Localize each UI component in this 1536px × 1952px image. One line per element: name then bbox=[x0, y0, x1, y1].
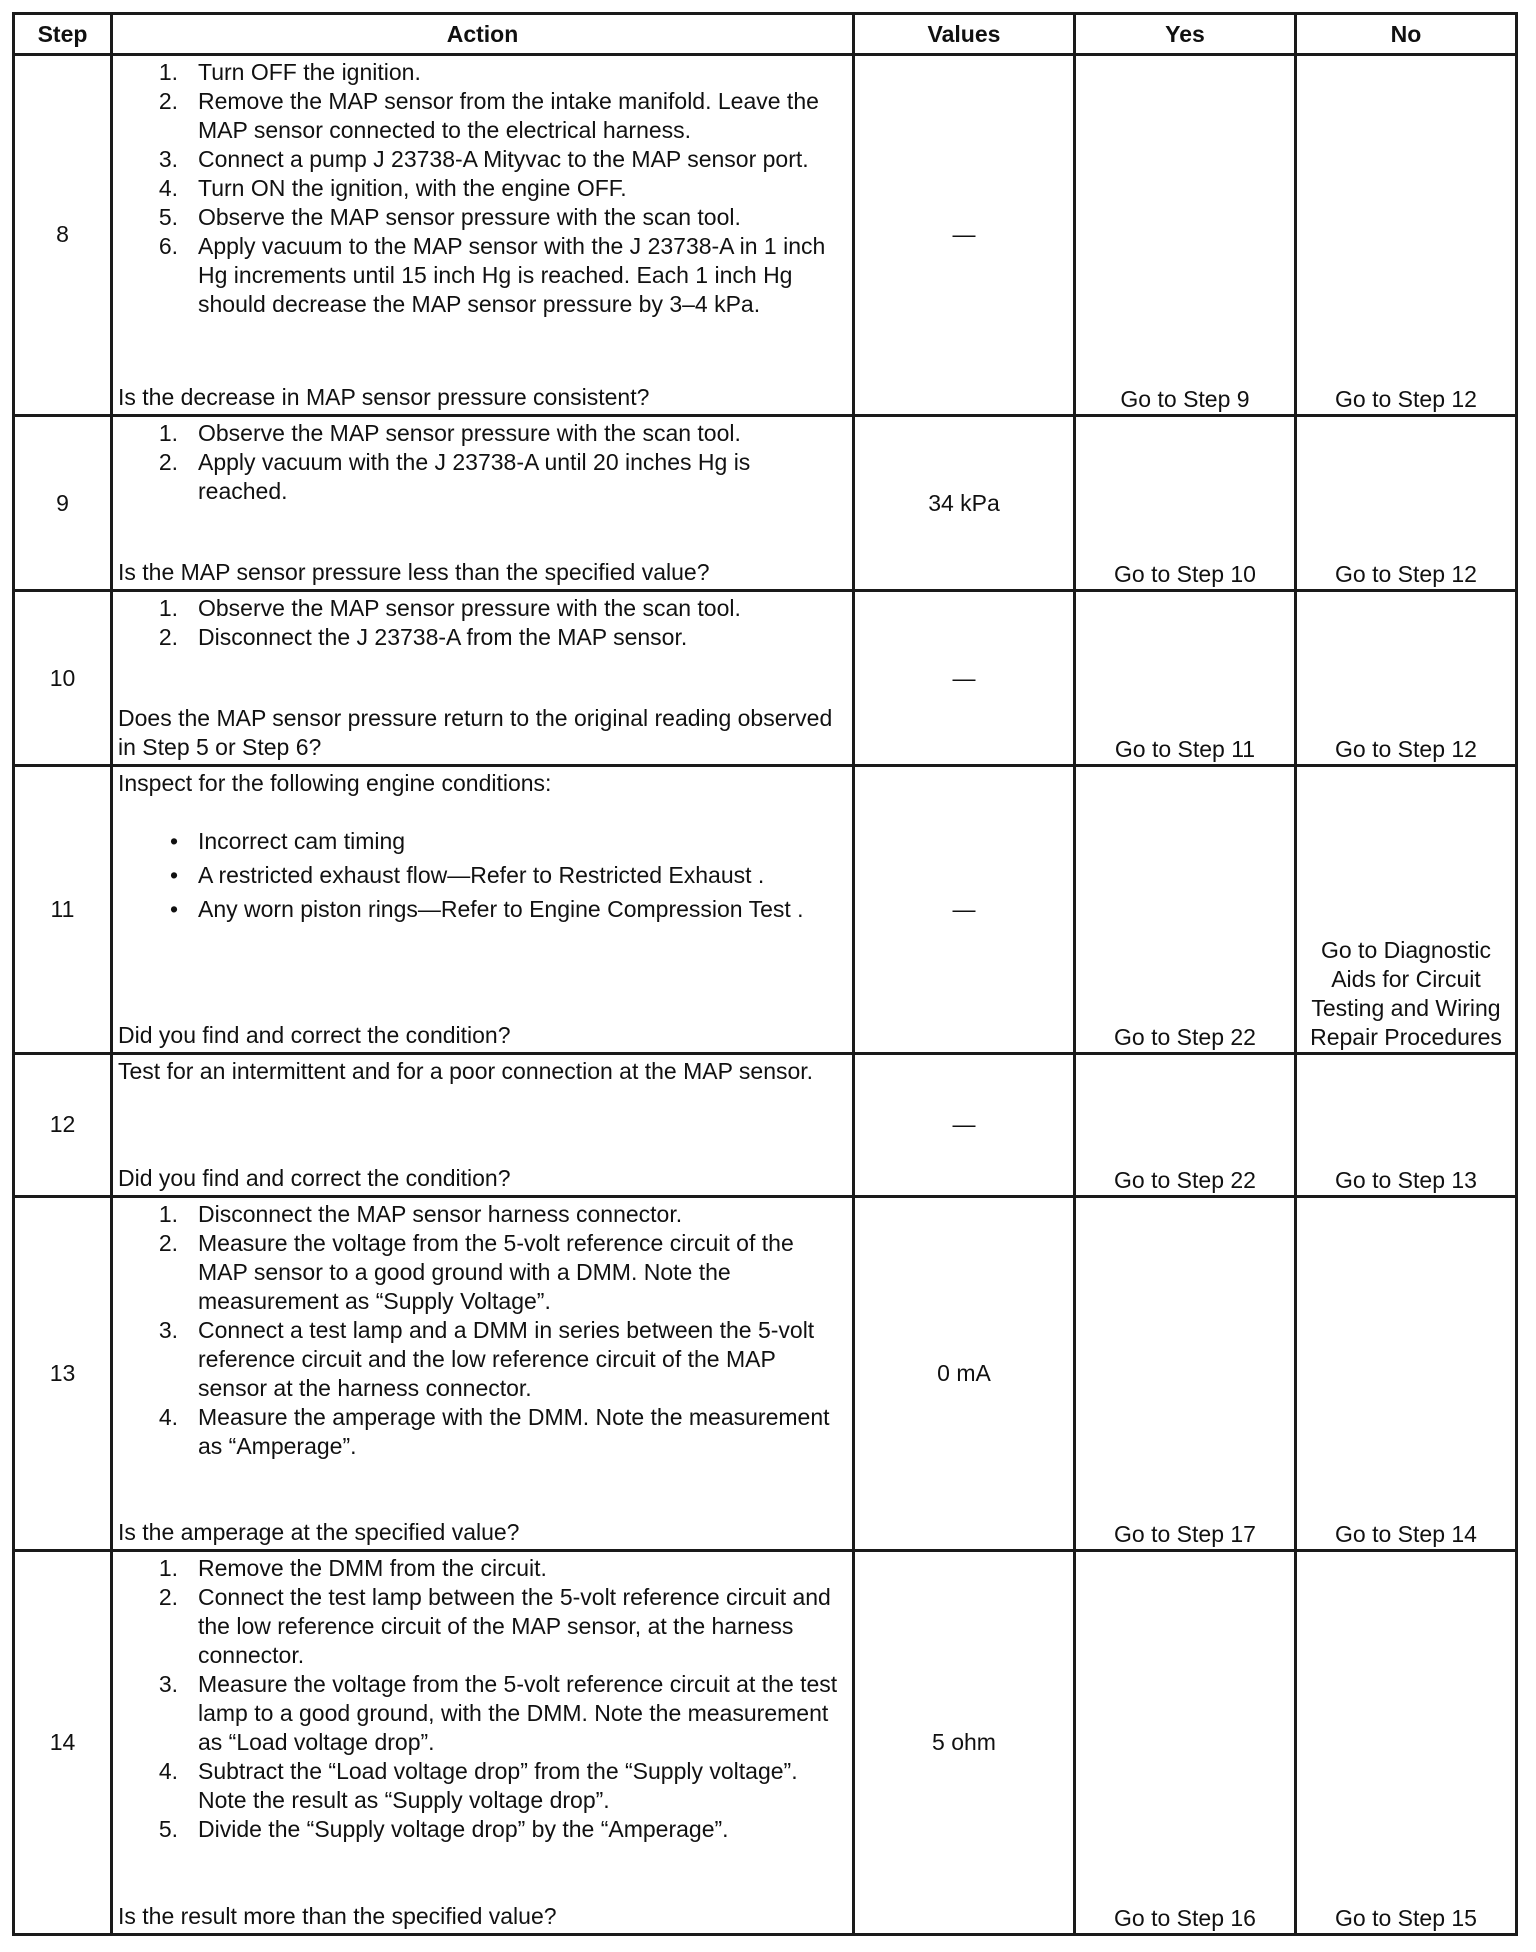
table-row bbox=[14, 591, 1517, 765]
item-number: 2. bbox=[158, 624, 178, 651]
item-number: 4. bbox=[158, 175, 178, 201]
action-question: Did you find and correct the condition? bbox=[118, 1021, 511, 1048]
table-row bbox=[14, 55, 1517, 416]
list-item bbox=[118, 1316, 844, 1403]
item-text: Disconnect the MAP sensor harness connector. bbox=[198, 1200, 683, 1227]
action-content bbox=[118, 769, 844, 1050]
list-item bbox=[118, 87, 844, 145]
item-number: 2. bbox=[158, 448, 178, 475]
value-cell: 0 mA bbox=[854, 1196, 1075, 1550]
header-action: Action bbox=[112, 14, 854, 55]
item-text: Apply vacuum to the MAP sensor with the J 23738-A in 1 inch Hg increments until 15 inch Hg is reached. Each 1 inch Hg should decrease the MAP sensor pressure by 3–4 kPa. bbox=[198, 233, 826, 317]
item-number: 5. bbox=[158, 1815, 178, 1842]
table-row bbox=[14, 415, 1517, 590]
action-content bbox=[118, 1057, 844, 1193]
action-steps-list bbox=[118, 58, 844, 319]
action-question: Is the decrease in MAP sensor pressure consistent? bbox=[118, 383, 650, 410]
item-text: Turn OFF the ignition. bbox=[198, 59, 421, 85]
list-item bbox=[118, 448, 844, 506]
header-no: No bbox=[1296, 14, 1517, 55]
item-text: Subtract the “Load voltage drop” from the “Supply voltage”. Note the result as “Supply voltage drop”. bbox=[198, 1757, 798, 1813]
list-item bbox=[118, 232, 844, 319]
item-text: Remove the DMM from the circuit. bbox=[198, 1554, 547, 1581]
no-cell: Go to Step 13 bbox=[1296, 1053, 1517, 1196]
no-cell: Go to Step 12 bbox=[1296, 55, 1517, 416]
list-item bbox=[118, 1554, 844, 1583]
list-item bbox=[118, 58, 844, 87]
action-steps-list bbox=[118, 594, 844, 652]
item-text: A restricted exhaust flow—Refer to Restricted Exhaust . bbox=[198, 861, 765, 888]
yes-cell: Go to Step 10 bbox=[1075, 415, 1296, 590]
step-number: 13 bbox=[14, 1196, 112, 1550]
header-values: Values bbox=[854, 14, 1075, 55]
action-content bbox=[118, 419, 844, 587]
no-cell: Go to Diagnostic Aids for Circuit Testing and Wiring Repair Procedures bbox=[1296, 765, 1517, 1053]
step-number: 12 bbox=[14, 1053, 112, 1196]
item-text: Measure the amperage with the DMM. Note the measurement as “Amperage”. bbox=[198, 1403, 830, 1459]
action-cell bbox=[112, 765, 854, 1053]
action-steps-list bbox=[118, 1200, 844, 1461]
list-item bbox=[118, 1403, 844, 1461]
item-text: Any worn piston rings—Refer to Engine Compression Test . bbox=[198, 895, 804, 922]
action-content bbox=[118, 58, 844, 412]
item-text: Incorrect cam timing bbox=[198, 827, 406, 854]
item-number: 3. bbox=[158, 146, 178, 172]
header-row bbox=[14, 14, 1517, 55]
list-item bbox=[118, 895, 844, 924]
item-number: 1. bbox=[158, 1554, 178, 1581]
table-row bbox=[14, 1550, 1517, 1934]
step-number: 10 bbox=[14, 591, 112, 765]
list-item bbox=[118, 1583, 844, 1670]
item-number: 6. bbox=[158, 233, 178, 259]
list-item bbox=[118, 203, 844, 232]
action-question: Is the result more than the specified value? bbox=[118, 1903, 557, 1929]
action-content bbox=[118, 1200, 844, 1547]
item-text: Observe the MAP sensor pressure with the scan tool. bbox=[198, 419, 741, 446]
action-content bbox=[118, 1554, 844, 1931]
diagnostic-table bbox=[12, 12, 1518, 1936]
table-row bbox=[14, 1196, 1517, 1550]
item-text: Disconnect the J 23738-A from the MAP sensor. bbox=[198, 624, 688, 651]
list-item bbox=[118, 861, 844, 890]
value-cell: — bbox=[854, 1053, 1075, 1196]
action-question: Does the MAP sensor pressure return to the original reading observed in Step 5 or Step 6? bbox=[118, 704, 833, 760]
yes-cell: Go to Step 17 bbox=[1075, 1196, 1296, 1550]
item-number: 2. bbox=[158, 88, 178, 114]
value-cell: — bbox=[854, 55, 1075, 416]
yes-cell: Go to Step 22 bbox=[1075, 1053, 1296, 1196]
step-number: 14 bbox=[14, 1550, 112, 1934]
header-yes: Yes bbox=[1075, 14, 1296, 55]
value-cell: 5 ohm bbox=[854, 1550, 1075, 1934]
action-question: Did you find and correct the condition? bbox=[118, 1164, 511, 1191]
list-item bbox=[118, 1815, 844, 1844]
item-number: 1. bbox=[158, 595, 178, 622]
no-cell: Go to Step 15 bbox=[1296, 1550, 1517, 1934]
header-step: Step bbox=[14, 14, 112, 55]
list-item bbox=[118, 419, 844, 448]
item-number: 4. bbox=[158, 1403, 178, 1430]
action-cell bbox=[112, 1053, 854, 1196]
item-number: 4. bbox=[158, 1757, 178, 1784]
item-text: Apply vacuum with the J 23738-A until 20 inches Hg is reached. bbox=[198, 448, 751, 504]
item-number: 5. bbox=[158, 204, 178, 230]
action-cell bbox=[112, 415, 854, 590]
step-number: 11 bbox=[14, 765, 112, 1053]
action-question: Is the MAP sensor pressure less than the specified value? bbox=[118, 559, 710, 586]
item-number: 1. bbox=[158, 1200, 178, 1227]
list-item bbox=[118, 1757, 844, 1815]
step-number: 9 bbox=[14, 415, 112, 590]
list-item bbox=[118, 1200, 844, 1229]
action-steps-list bbox=[118, 419, 844, 506]
item-text: Remove the MAP sensor from the intake manifold. Leave the MAP sensor connected to the electrical harness. bbox=[198, 88, 819, 143]
item-number: 3. bbox=[158, 1670, 178, 1697]
no-cell: Go to Step 14 bbox=[1296, 1196, 1517, 1550]
item-number: 2. bbox=[158, 1583, 178, 1610]
condition-bullet-list bbox=[118, 827, 844, 924]
list-item bbox=[118, 174, 844, 203]
list-item bbox=[118, 1670, 844, 1757]
list-item bbox=[118, 594, 844, 623]
value-cell: 34 kPa bbox=[854, 415, 1075, 590]
item-text: Observe the MAP sensor pressure with the scan tool. bbox=[198, 204, 741, 230]
no-cell: Go to Step 12 bbox=[1296, 591, 1517, 765]
action-cell bbox=[112, 1196, 854, 1550]
item-number: 1. bbox=[158, 419, 178, 446]
list-item bbox=[118, 623, 844, 652]
item-text: Measure the voltage from the 5-volt reference circuit at the test lamp to a good ground, with the DMM. Note the measurement as “Load voltage drop”. bbox=[198, 1670, 838, 1755]
item-text: Turn ON the ignition, with the engine OFF. bbox=[198, 175, 627, 201]
bullet-icon: • bbox=[169, 827, 178, 854]
action-cell bbox=[112, 1550, 854, 1934]
action-steps-list bbox=[118, 1554, 844, 1844]
value-cell: — bbox=[854, 591, 1075, 765]
yes-cell: Go to Step 22 bbox=[1075, 765, 1296, 1053]
item-text: Divide the “Supply voltage drop” by the “Amperage”. bbox=[198, 1815, 729, 1842]
item-text: Connect a test lamp and a DMM in series between the 5-volt reference circuit and the low reference circuit of the MAP sensor at the harness connector. bbox=[198, 1316, 815, 1401]
action-cell bbox=[112, 55, 854, 416]
table-row bbox=[14, 765, 1517, 1053]
table-row bbox=[14, 1053, 1517, 1196]
item-text: Connect a pump J 23738-A Mityvac to the MAP sensor port. bbox=[198, 146, 809, 172]
item-number: 2. bbox=[158, 1229, 178, 1256]
list-item bbox=[118, 1229, 844, 1316]
item-number: 3. bbox=[158, 1316, 178, 1343]
yes-cell: Go to Step 11 bbox=[1075, 591, 1296, 765]
item-text: Measure the voltage from the 5-volt reference circuit of the MAP sensor to a good ground with a DMM. Note the measurement as “Supply Voltage”. bbox=[198, 1229, 794, 1314]
bullet-icon: • bbox=[169, 895, 178, 922]
action-content bbox=[118, 594, 844, 761]
step-number: 8 bbox=[14, 55, 112, 416]
item-text: Observe the MAP sensor pressure with the scan tool. bbox=[198, 595, 741, 622]
action-question: Is the amperage at the specified value? bbox=[118, 1518, 520, 1545]
bullet-icon: • bbox=[169, 861, 178, 888]
item-text: Connect the test lamp between the 5-volt reference circuit and the low reference circuit of the MAP sensor, at the harness connector. bbox=[198, 1583, 831, 1668]
yes-cell: Go to Step 16 bbox=[1075, 1550, 1296, 1934]
item-number: 1. bbox=[158, 59, 178, 85]
action-intro: Inspect for the following engine conditions: bbox=[118, 769, 552, 796]
list-item bbox=[118, 145, 844, 174]
list-item bbox=[118, 827, 844, 856]
no-cell: Go to Step 12 bbox=[1296, 415, 1517, 590]
yes-cell: Go to Step 9 bbox=[1075, 55, 1296, 416]
action-cell bbox=[112, 591, 854, 765]
action-intro: Test for an intermittent and for a poor connection at the MAP sensor. bbox=[118, 1057, 814, 1084]
value-cell: — bbox=[854, 765, 1075, 1053]
